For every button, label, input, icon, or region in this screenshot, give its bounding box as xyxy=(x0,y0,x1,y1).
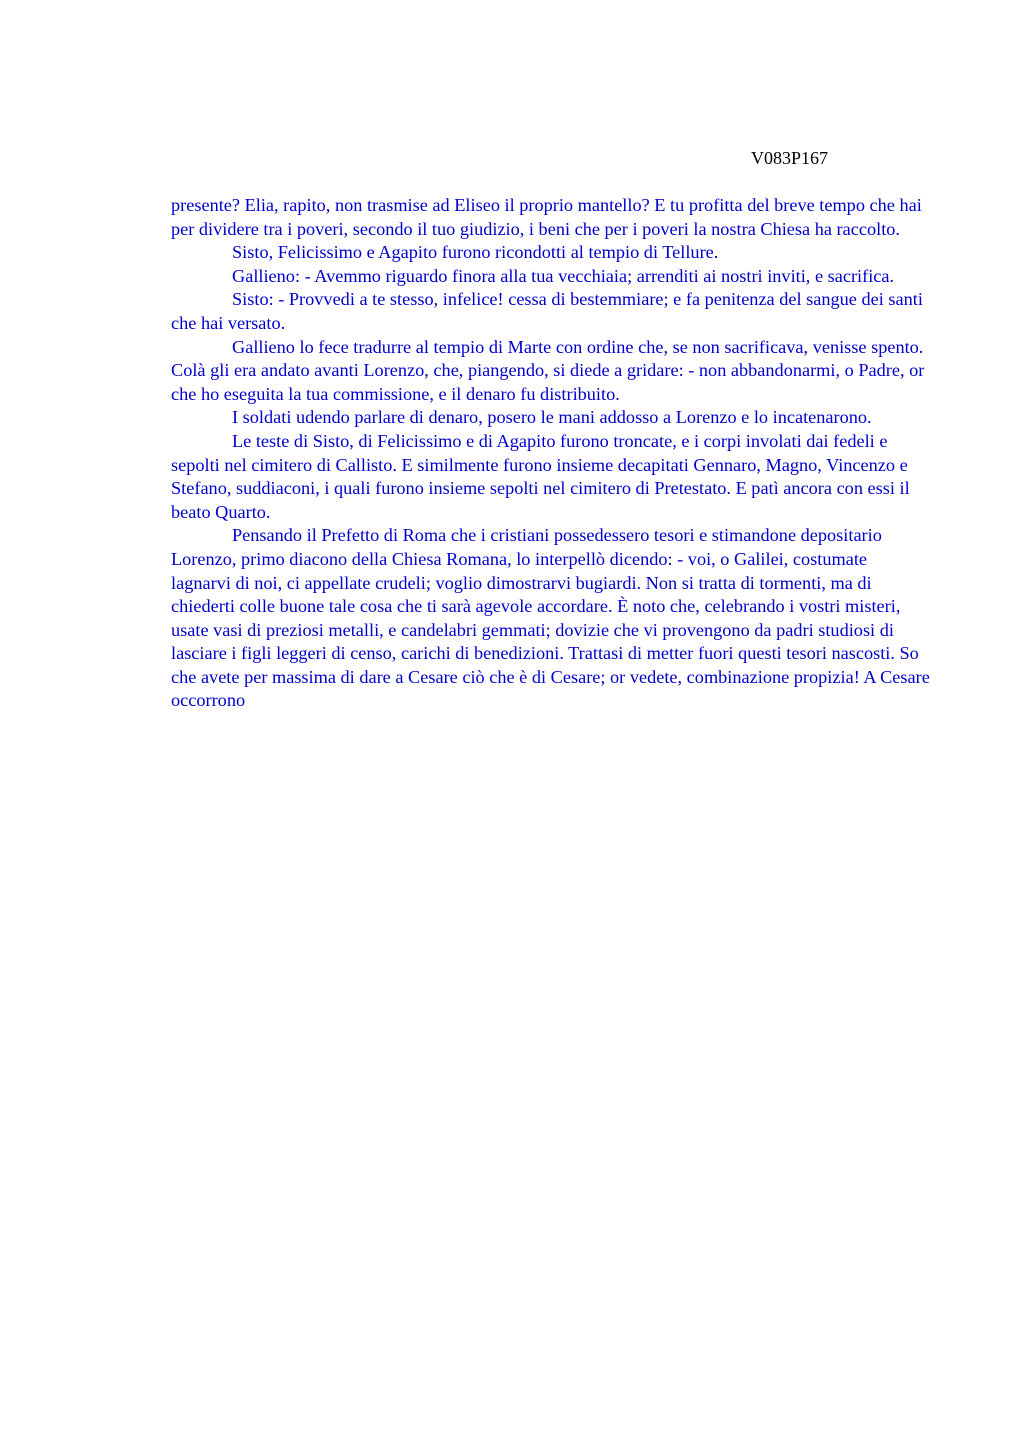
paragraph: Gallieno lo fece tradurre al tempio di Marte con ordine che, se non sacrificava, venisse spento. Colà gli era andato avanti Lorenzo, che, piangendo, si diede a gridare: - non abbandonarmi, o Padre, or che ho eseguita la tua commissione, e il denaro fu distribuito. xyxy=(171,336,925,404)
paragraph: presente? Elia, rapito, non trasmise ad Eliseo il proprio mantello? E tu profitta del breve tempo che hai per dividere tra i poveri, secondo il tuo giudizio, i beni che per i poveri la nostra Chiesa ha raccolto. xyxy=(171,195,922,239)
paragraph: Gallieno: - Avemmo riguardo finora alla tua vecchiaia; arrenditi ai nostri inviti, e sacrifica. xyxy=(232,265,895,286)
document-body xyxy=(171,194,931,713)
page-identifier: V083P167 xyxy=(751,148,829,168)
paragraph: Sisto, Felicissimo e Agapito furono ricondotti al tempio di Tellure. xyxy=(232,242,719,263)
paragraph: Le teste di Sisto, di Felicissimo e di Agapito furono troncate, e i corpi involati dai fedeli e sepolti nel cimitero di Callisto. E similmente furono insieme decapitati Gennaro, Magno, Vincenzo e Stefano, suddiaconi, i quali furono insieme sepolti nel cimitero di Pretestato. E patì ancora con essi il beato Quarto. xyxy=(171,430,910,522)
paragraph: Sisto: - Provvedi a te stesso, infelice! cessa di bestemmiare; e fa penitenza del sangue dei santi che hai versato. xyxy=(171,289,923,333)
paragraph: Pensando il Prefetto di Roma che i cristiani possedessero tesori e stimandone depositario Lorenzo, primo diacono della Chiesa Romana, lo interpellò dicendo: - voi, o Galilei, costumate lagnarvi di noi, ci appellate crudeli; voglio dimostrarvi bugiardi. Non si tratta di tormenti, ma di chiederti colle buone tale cosa che ti sarà agevole accordare. È noto che, celebrando i vostri misteri, usate vasi di preziosi metalli, e candelabri gemmati; dovizie che vi provengono da padri studiosi di lasciare i figli leggeri di censo, carichi di benedizioni. Trattasi di metter fuori questi tesori nascosti. So che avete per massima di dare a Cesare ciò che è di Cesare; or vedete, combinazione propizia! A Cesare occorrono xyxy=(171,525,930,711)
paragraph: I soldati udendo parlare di denaro, posero le mani addosso a Lorenzo e lo incatenarono. xyxy=(232,407,872,428)
